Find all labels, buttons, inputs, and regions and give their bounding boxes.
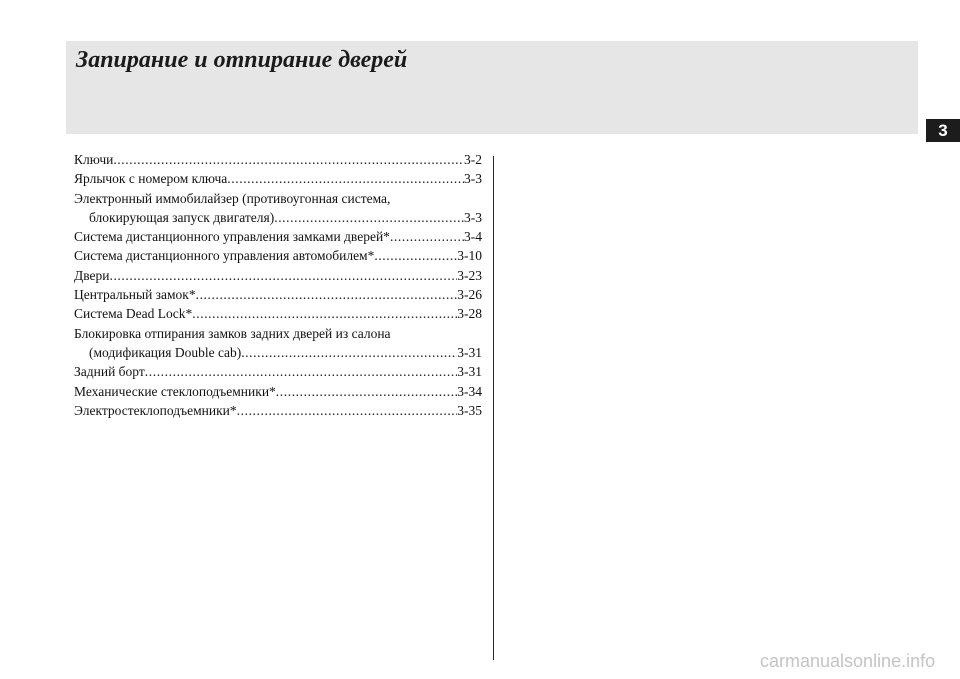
toc-entry-title: Ключи <box>74 152 114 167</box>
toc-entry[interactable] <box>74 169 482 188</box>
toc-entry-line <box>74 324 482 343</box>
toc-entry-line <box>74 227 482 246</box>
toc-page-number: 3-4 <box>464 229 482 245</box>
toc-entry[interactable] <box>74 324 482 363</box>
toc-entry-line <box>74 401 482 420</box>
toc-entry[interactable] <box>74 285 482 304</box>
column-divider <box>493 156 494 660</box>
toc-page-number: 3-26 <box>457 287 482 303</box>
toc-page-number: 3-35 <box>457 402 482 418</box>
toc-page-number: 3-31 <box>457 364 482 380</box>
toc-entry[interactable] <box>74 150 482 169</box>
toc-page-number: 3-28 <box>457 306 482 322</box>
toc-entry-title: Центральный замок* <box>74 287 196 303</box>
toc-leader-dots <box>241 343 457 362</box>
toc-entry-title: Электронный иммобилайзер (противоугонная система, <box>74 190 391 206</box>
toc-leader-dots <box>276 382 457 401</box>
toc-entry[interactable] <box>74 401 482 420</box>
toc-leader-dots <box>113 150 464 169</box>
toc-entry-line <box>74 189 482 208</box>
toc-entry-line <box>74 208 482 227</box>
toc-entry-title: Система Dead Lock* <box>74 306 193 322</box>
toc-entry-title: Электростеклоподъемники* <box>74 402 237 418</box>
toc-leader-dots <box>192 304 457 323</box>
toc-entry[interactable] <box>74 246 482 265</box>
toc-leader-dots <box>374 246 457 265</box>
toc-page-number: 3-2 <box>464 152 482 167</box>
toc-leader-dots <box>237 401 458 420</box>
toc-page-number: 3-3 <box>464 171 482 187</box>
toc-entry-title: (модификация Double cab) <box>89 344 242 360</box>
toc-entry-title: Блокировка отпирания замков задних дверей из салона <box>74 325 391 341</box>
toc-entry[interactable] <box>74 362 482 381</box>
toc-page-number: 3-10 <box>457 248 482 264</box>
toc-entry-line <box>74 304 482 323</box>
chapter-title: Запирание и отпирание дверей <box>76 47 408 73</box>
toc-leader-dots <box>109 266 457 285</box>
toc-entry[interactable] <box>74 227 482 246</box>
toc-entry-line <box>74 285 482 304</box>
chapter-header-band <box>66 41 918 134</box>
toc-page-number: 3-31 <box>457 344 482 360</box>
toc-entry-line <box>74 246 482 265</box>
toc-entry-title: Задний борт <box>74 364 145 380</box>
toc-entry-title: Система дистанционного управления автомобилем* <box>74 248 375 264</box>
toc-leader-dots <box>145 362 457 381</box>
toc-page-number: 3-3 <box>464 209 482 225</box>
toc-leader-dots <box>196 285 458 304</box>
toc-leader-dots <box>274 208 464 227</box>
watermark: carmanualsonline.info <box>760 651 936 671</box>
toc-page-number: 3-23 <box>457 267 482 283</box>
toc-entry-title: Ярлычок с номером ключа <box>74 171 228 187</box>
chapter-number-tab: 3 <box>926 119 960 142</box>
table-of-contents <box>74 150 482 420</box>
toc-entry-line <box>74 362 482 381</box>
toc-entry[interactable] <box>74 189 482 228</box>
toc-entry-line <box>74 343 482 362</box>
toc-leader-dots <box>390 227 464 246</box>
toc-entry-title: блокирующая запуск двигателя) <box>89 209 275 225</box>
toc-entry-title: Двери <box>74 267 110 283</box>
toc-entry-line <box>74 169 482 188</box>
toc-entry-line <box>74 266 482 285</box>
toc-entry[interactable] <box>74 382 482 401</box>
toc-entry-line <box>74 150 482 169</box>
toc-entry[interactable] <box>74 266 482 285</box>
toc-entry-title: Механические стеклоподъемники* <box>74 383 276 399</box>
toc-entry-line <box>74 382 482 401</box>
toc-leader-dots <box>227 169 464 188</box>
toc-entry-title: Система дистанционного управления замками дверей* <box>74 229 390 245</box>
toc-entry[interactable] <box>74 304 482 323</box>
toc-page-number: 3-34 <box>457 383 482 399</box>
